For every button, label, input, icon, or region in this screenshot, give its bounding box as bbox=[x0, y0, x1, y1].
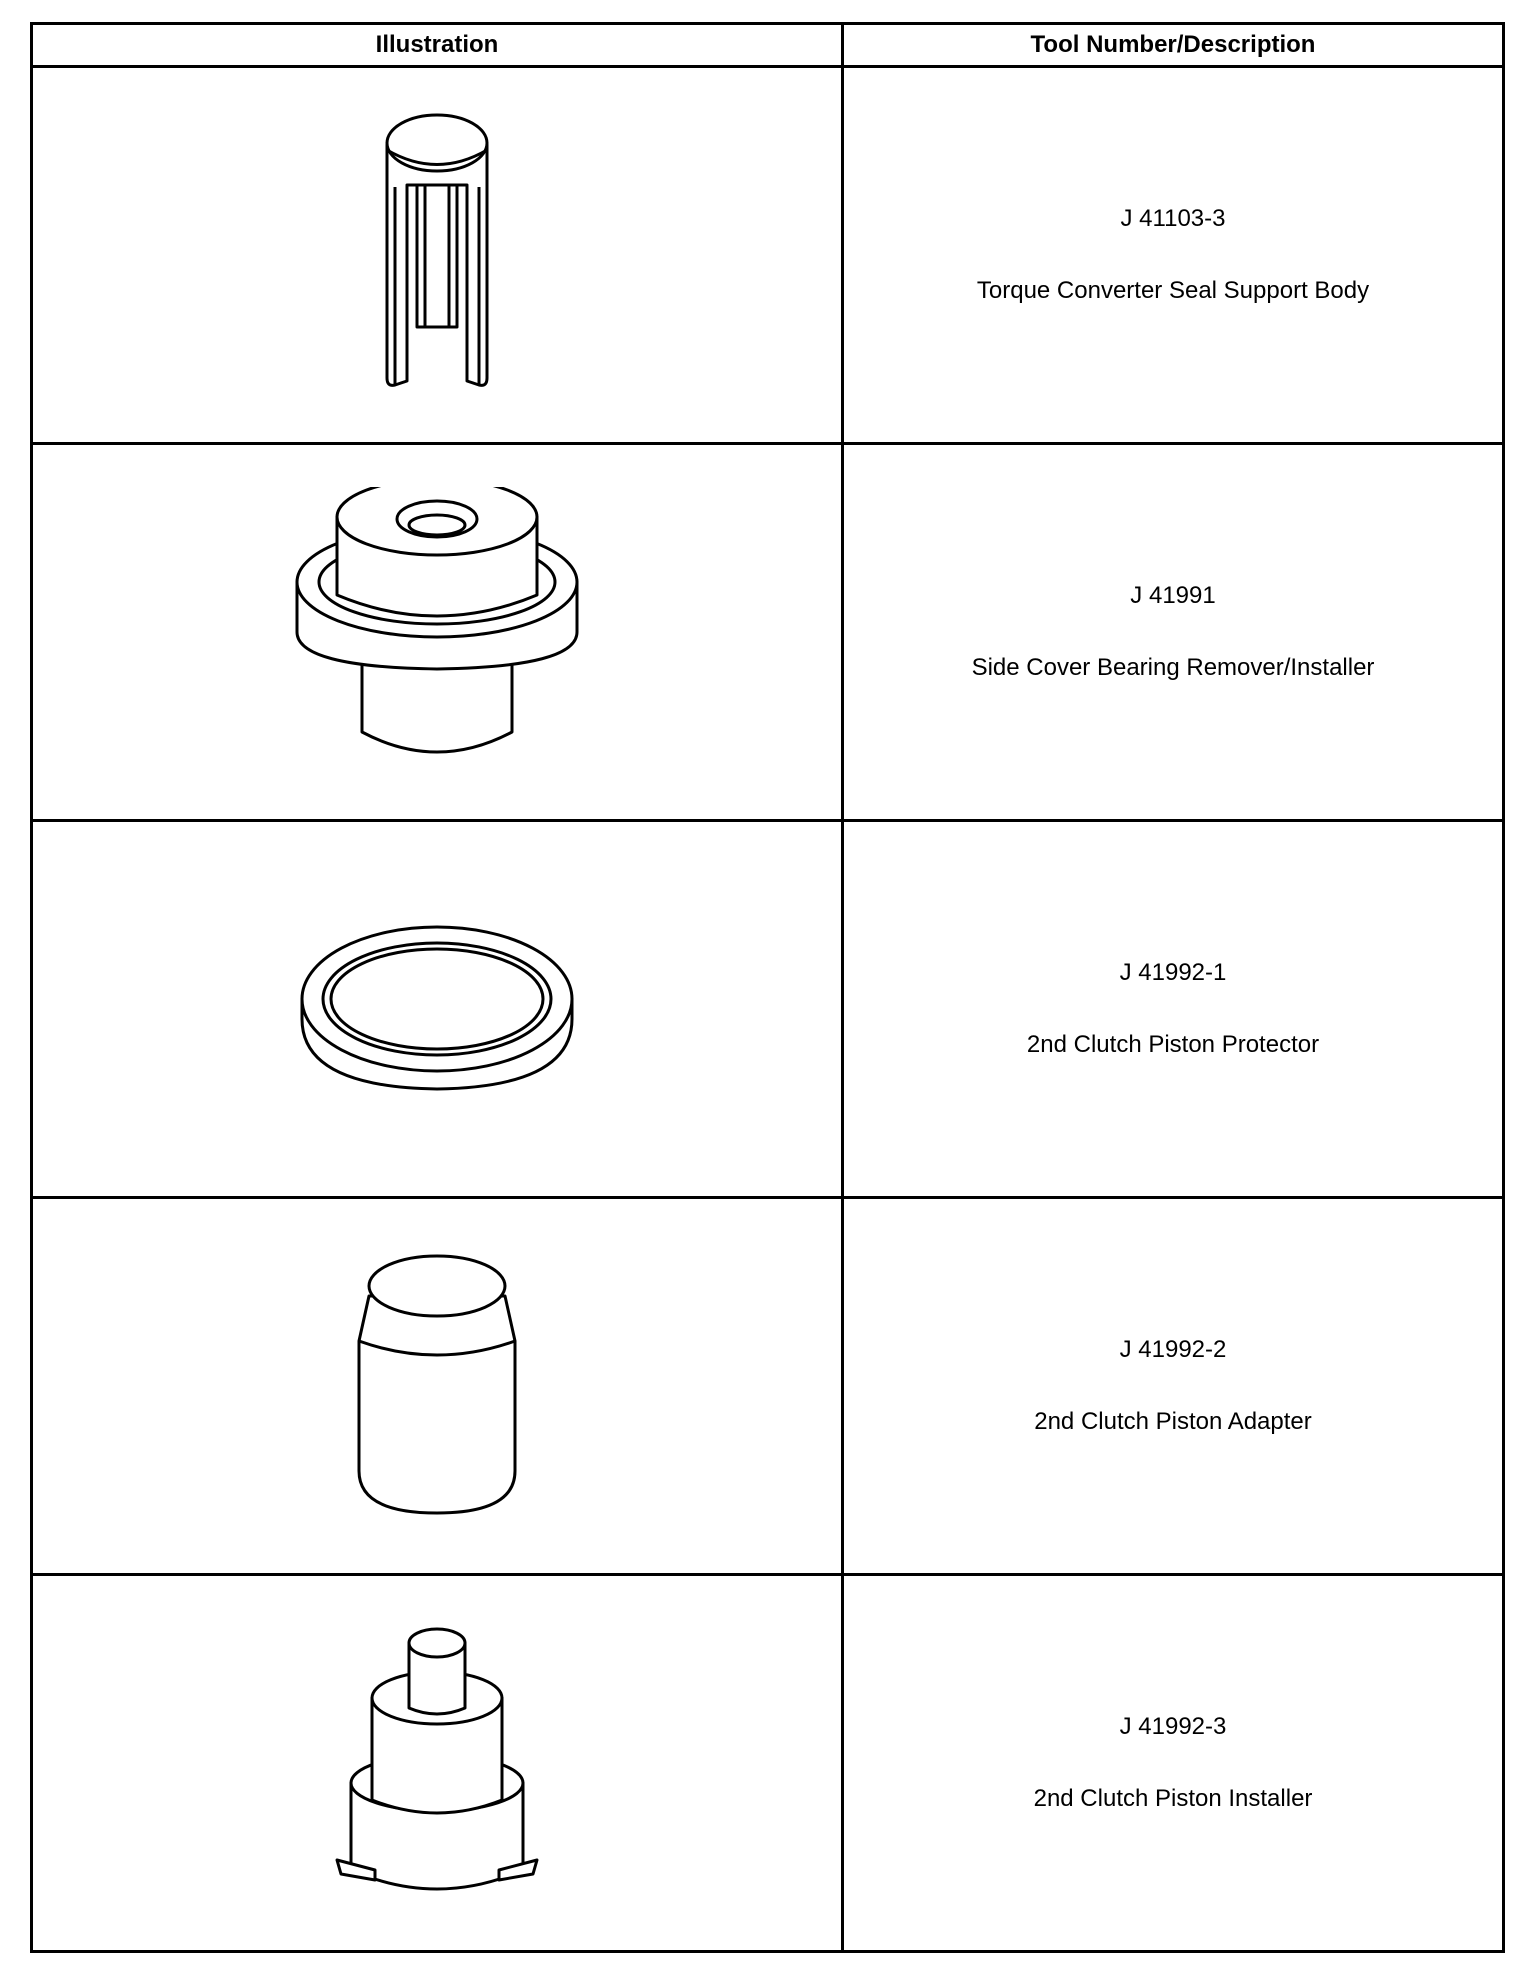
bearing-remover-icon bbox=[287, 487, 587, 777]
table-row bbox=[32, 67, 1504, 444]
description-cell bbox=[843, 821, 1504, 1198]
table-row bbox=[32, 821, 1504, 1198]
tool-number: J 41103-3 bbox=[1120, 205, 1226, 232]
header-row bbox=[32, 24, 1504, 67]
piston-protector-icon bbox=[292, 919, 582, 1099]
table-row bbox=[32, 1575, 1504, 1952]
tool-table bbox=[30, 22, 1505, 1953]
piston-installer-icon bbox=[327, 1608, 547, 1918]
description-cell bbox=[843, 1198, 1504, 1575]
description-cell bbox=[843, 67, 1504, 444]
table-row bbox=[32, 444, 1504, 821]
tool-number: J 41992-3 bbox=[1119, 1713, 1227, 1740]
illustration-cell bbox=[32, 821, 843, 1198]
tool-number: J 41992-1 bbox=[1119, 959, 1227, 986]
table-row bbox=[32, 1198, 1504, 1575]
seal-support-body-icon bbox=[337, 95, 537, 415]
illustration-cell bbox=[32, 1198, 843, 1575]
tool-description: 2nd Clutch Piston Installer bbox=[1033, 1785, 1313, 1812]
illustration-cell bbox=[32, 444, 843, 821]
tool-description: Side Cover Bearing Remover/Installer bbox=[971, 654, 1375, 681]
illustration-cell bbox=[32, 67, 843, 444]
tool-description: Torque Converter Seal Support Body bbox=[976, 277, 1370, 304]
description-cell bbox=[843, 444, 1504, 821]
header-tool-number: Tool Number/Description bbox=[843, 24, 1504, 67]
tool-number: J 41991 bbox=[1130, 582, 1216, 609]
tool-description: 2nd Clutch Piston Protector bbox=[1026, 1031, 1320, 1058]
tool-number: J 41992-2 bbox=[1119, 1336, 1227, 1363]
header-illustration: Illustration bbox=[32, 24, 843, 67]
description-cell bbox=[843, 1575, 1504, 1952]
illustration-cell bbox=[32, 1575, 843, 1952]
tool-description: 2nd Clutch Piston Adapter bbox=[1034, 1408, 1312, 1435]
piston-adapter-icon bbox=[347, 1241, 527, 1531]
